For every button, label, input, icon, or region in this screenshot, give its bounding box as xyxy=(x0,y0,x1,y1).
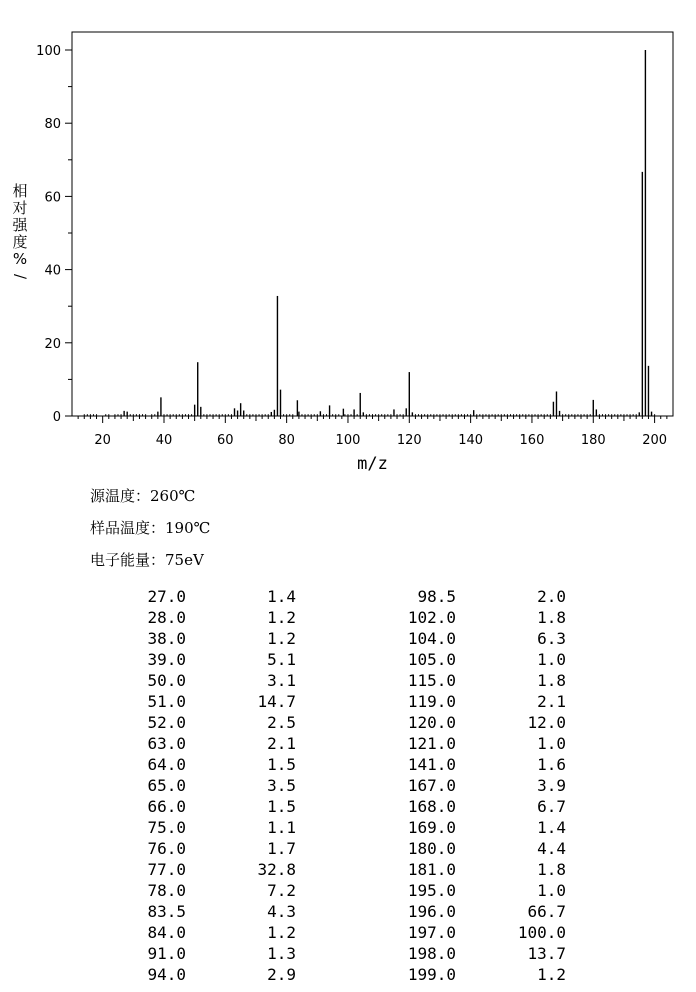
electron-energy: 电子能量：75eV xyxy=(90,551,204,569)
mz-value: 75.0 xyxy=(147,818,186,837)
y-axis-label-char: 度 xyxy=(12,233,28,251)
x-tick-label: 140 xyxy=(458,433,484,448)
intensity-value: 1.8 xyxy=(537,860,566,879)
mz-value: 52.0 xyxy=(147,713,186,732)
mz-value: 198.0 xyxy=(407,944,456,963)
intensity-value: 14.7 xyxy=(257,692,296,711)
mz-value: 78.0 xyxy=(147,881,186,900)
intensity-value: 4.4 xyxy=(537,839,566,858)
intensity-value: 6.7 xyxy=(537,797,566,816)
y-axis-label-char: 对 xyxy=(12,199,28,217)
mz-value: 64.0 xyxy=(147,755,186,774)
mz-value: 27.0 xyxy=(147,587,186,606)
mz-value: 84.0 xyxy=(147,923,186,942)
intensity-value: 13.7 xyxy=(527,944,566,963)
mz-value: 181.0 xyxy=(407,860,456,879)
x-axis-label: m/z xyxy=(357,454,388,474)
intensity-value: 5.1 xyxy=(267,650,296,669)
intensity-value: 1.5 xyxy=(267,755,296,774)
mz-value: 77.0 xyxy=(147,860,186,879)
intensity-value: 12.0 xyxy=(527,713,566,732)
mz-value: 105.0 xyxy=(407,650,456,669)
intensity-value: 1.8 xyxy=(537,671,566,690)
intensity-value: 2.1 xyxy=(267,734,296,753)
intensity-value: 4.3 xyxy=(267,902,296,921)
intensity-value: 1.6 xyxy=(537,755,566,774)
intensity-value: 1.8 xyxy=(537,608,566,627)
mass-spectrum-chart xyxy=(0,0,696,480)
mz-value: 39.0 xyxy=(147,650,186,669)
mz-value: 199.0 xyxy=(407,965,456,984)
mz-value: 167.0 xyxy=(407,776,456,795)
mz-value: 91.0 xyxy=(147,944,186,963)
x-tick-label: 40 xyxy=(155,433,173,448)
intensity-value: 1.2 xyxy=(267,629,296,648)
intensity-value: 1.2 xyxy=(537,965,566,984)
mz-value: 195.0 xyxy=(407,881,456,900)
mz-value: 83.5 xyxy=(147,902,186,921)
intensity-value: 1.2 xyxy=(267,923,296,942)
x-tick-label: 20 xyxy=(94,433,111,448)
mz-value: 28.0 xyxy=(147,608,186,627)
intensity-value: 66.7 xyxy=(527,902,566,921)
mz-value: 63.0 xyxy=(147,734,186,753)
intensity-value: 2.9 xyxy=(267,965,296,984)
sample-temperature: 样品温度：190℃ xyxy=(90,519,211,537)
intensity-value: 32.8 xyxy=(257,860,296,879)
mz-value: 66.0 xyxy=(147,797,186,816)
y-tick-label: 80 xyxy=(44,117,61,133)
mz-value: 120.0 xyxy=(407,713,456,732)
x-tick-label: 160 xyxy=(519,433,545,448)
intensity-value: 1.0 xyxy=(537,650,566,669)
intensity-value: 100.0 xyxy=(517,923,566,942)
y-tick-label: 60 xyxy=(44,190,61,206)
y-tick-label: 40 xyxy=(44,263,61,279)
mz-value: 119.0 xyxy=(407,692,456,711)
intensity-value: 1.5 xyxy=(267,797,296,816)
intensity-value: 1.7 xyxy=(267,839,296,858)
mz-value: 197.0 xyxy=(407,923,456,942)
intensity-value: 1.1 xyxy=(267,818,296,837)
mz-value: 121.0 xyxy=(407,734,456,753)
mz-value: 94.0 xyxy=(147,965,186,984)
intensity-value: 1.0 xyxy=(537,881,566,900)
intensity-value: 3.1 xyxy=(267,671,296,690)
y-tick-label: 0 xyxy=(52,410,61,425)
mz-value: 98.5 xyxy=(417,587,456,606)
mz-value: 141.0 xyxy=(407,755,456,774)
intensity-value: 1.0 xyxy=(537,734,566,753)
y-tick-label: 20 xyxy=(44,336,61,352)
intensity-value: 7.2 xyxy=(267,881,296,900)
mz-value: 38.0 xyxy=(147,629,186,648)
x-tick-label: 180 xyxy=(580,433,606,448)
intensity-value: 3.9 xyxy=(537,776,566,795)
plot-frame xyxy=(72,32,673,416)
mz-value: 65.0 xyxy=(147,776,186,795)
x-tick-label: 100 xyxy=(335,433,361,448)
mz-value: 76.0 xyxy=(147,839,186,858)
intensity-value: 2.0 xyxy=(537,587,566,606)
y-axis-label-char: 强 xyxy=(12,216,28,234)
mz-value: 180.0 xyxy=(407,839,456,858)
mz-value: 115.0 xyxy=(407,671,456,690)
mz-value: 104.0 xyxy=(407,629,456,648)
source-temperature: 源温度：260℃ xyxy=(90,487,196,505)
x-tick-label: 80 xyxy=(278,433,295,448)
y-axis-label-char: 相 xyxy=(12,182,28,200)
intensity-value: 1.3 xyxy=(267,944,296,963)
mz-value: 51.0 xyxy=(147,692,186,711)
intensity-value: 1.4 xyxy=(537,818,566,837)
intensity-value: 3.5 xyxy=(267,776,296,795)
mz-value: 168.0 xyxy=(407,797,456,816)
intensity-value: 1.2 xyxy=(267,608,296,627)
mz-value: 196.0 xyxy=(407,902,456,921)
x-tick-label: 120 xyxy=(396,433,422,448)
y-axis-label-char: % xyxy=(12,250,28,268)
intensity-value: 6.3 xyxy=(537,629,566,648)
x-tick-label: 60 xyxy=(217,433,234,448)
intensity-value: 1.4 xyxy=(267,587,296,606)
mz-value: 102.0 xyxy=(407,608,456,627)
y-tick-label: 100 xyxy=(36,44,61,59)
y-axis-label-char: / xyxy=(11,273,30,280)
y-axis-label xyxy=(10,183,30,285)
intensity-value: 2.1 xyxy=(537,692,566,711)
intensity-value: 2.5 xyxy=(267,713,296,732)
x-tick-label: 200 xyxy=(642,433,668,448)
mz-value: 50.0 xyxy=(147,671,186,690)
mz-value: 169.0 xyxy=(407,818,456,837)
